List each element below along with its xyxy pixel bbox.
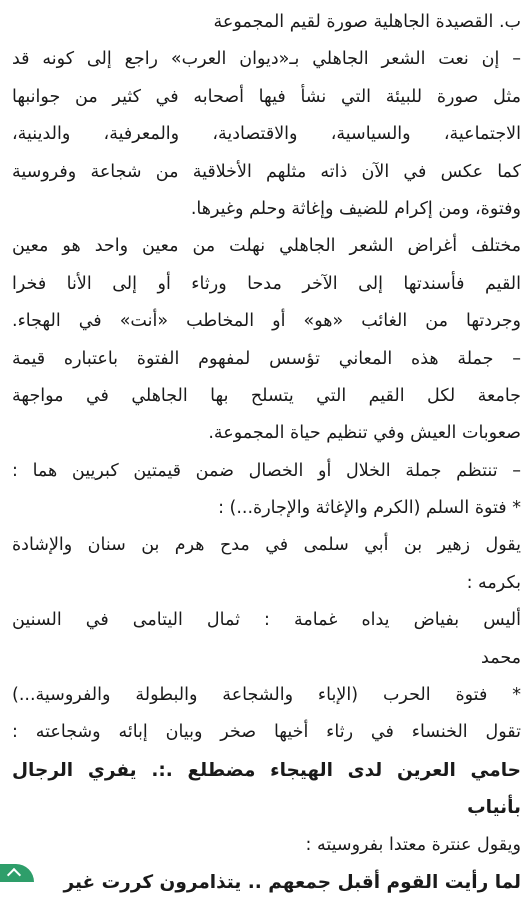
paragraph-line: – تنتظم جملة الخلال أو الخصال ضمن قيمتين كبريين هما :: [12, 460, 521, 481]
paragraph-line: القيم فأسندتها إلى الآخر مدحا ورثاء أو إلى الأنا فخرا: [12, 273, 521, 294]
list-item-heading: * فتوة الحرب (الإباء والشجاعة والبطولة والفروسية...): [12, 685, 521, 706]
paragraph-line: – إن نعت الشعر الجاهلي بـ«ديوان العرب» راجع إلى كونه قد: [12, 49, 521, 70]
paragraph-line: كما عكس في الآن ذاته مثلهم الأخلاقية من شجاعة وفروسية: [12, 161, 521, 182]
paragraph-line: وفتوة، ومن إكرام للضيف وإغاثة وحلم وغيرها.: [190, 198, 521, 219]
paragraph-line: صعوبات العيش وفي تنظيم حياة المجموعة.: [208, 423, 521, 444]
paragraph-line: بكرمه :: [466, 572, 521, 593]
paragraph-line: تقول الخنساء في رثاء أخيها صخر وبيان إبائه وشجاعته :: [12, 722, 521, 743]
paragraph-line: الاجتماعية، والسياسية، والاقتصادية، والمعرفية، والدينية،: [12, 124, 521, 145]
paragraph-line: يقول زهير بن أبي سلمى في مدح هرم بن سنان والإشادة: [12, 535, 521, 556]
paragraph-line: مثل صورة للبيئة التي نشأ فيها أصحابه في كثير من جوانبها: [12, 86, 521, 107]
poem-verse: لما رأيت القوم أقبل جمعهم .. يتذامرون كررت غير: [63, 871, 521, 893]
poem-verse: أليس بفياض يداه غمامة : ثمال اليتامى في السنين: [12, 610, 521, 631]
paragraph-line: – جملة هذه المعاني تؤسس لمفهوم الفتوة باعتباره قيمة: [12, 348, 521, 369]
paragraph-line: جامعة لكل القيم التي يتسلح بها الجاهلي في مواجهة: [12, 385, 521, 406]
section-heading: ب. القصيدة الجاهلية صورة لقيم المجموعة: [213, 12, 521, 32]
poem-verse-end: محمد: [481, 647, 521, 668]
paragraph-line: مختلف أغراض الشعر الجاهلي نهلت من معين واحد هو معين: [12, 236, 521, 257]
poem-verse: حامي العرين لدى الهيجاء مضطلع .:. يفري الرجال: [12, 759, 521, 781]
poem-verse-end: بأنياب: [467, 797, 521, 819]
paragraph-line: ويقول عنترة معتدا بفروسيته :: [305, 834, 521, 855]
paragraph-line: وجردتها من الغائب «هو» أو المخاطب «أنت» في الهجاء.: [12, 311, 521, 332]
list-item-heading: * فتوة السلم (الكرم والإغاثة والإجارة...) :: [218, 498, 521, 519]
